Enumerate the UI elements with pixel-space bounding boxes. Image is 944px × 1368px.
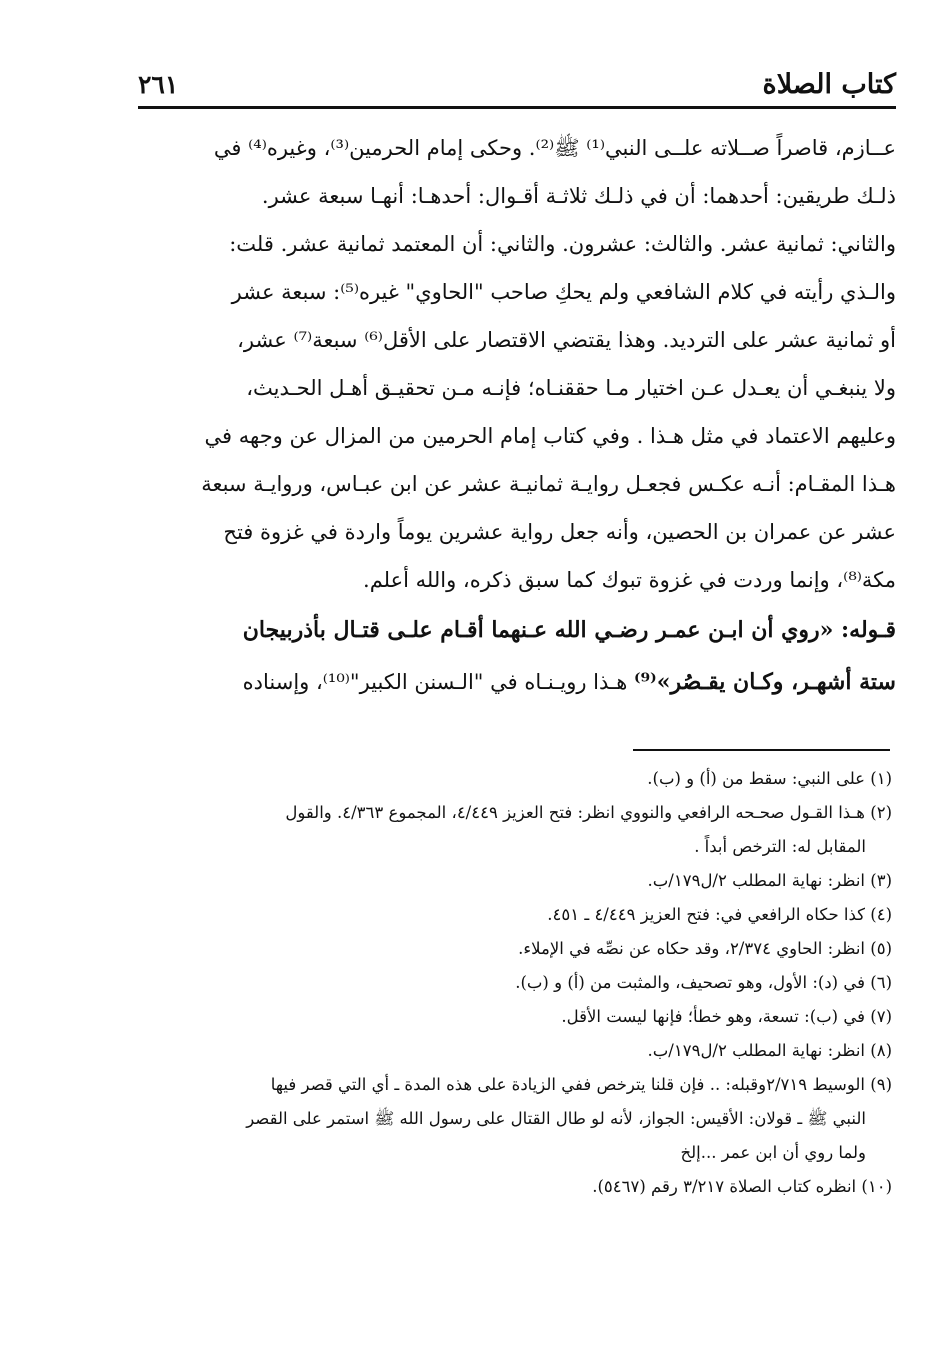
text-line-9: عشر عن عمران بن الحصين، وأنه جعل رواية عشرين يوماً واردة في غزوة فتح — [223, 520, 896, 544]
footnote-divider — [633, 749, 890, 751]
page-header — [138, 66, 896, 110]
text-line-8: هـذا المقـام: أنـه عكـس فجعـل روايـة ثمانيـة عشر عن ابن عبـاس، وروايـة سبعة — [201, 472, 896, 496]
text-line-2: ذلـك طريقين: أحدهما: أن في ذلـك ثلاثـة أقـوال: أحدهـا: أنهـا سبعة عشر. — [261, 184, 896, 208]
footnote-3: (٣) انظر: نهاية المطلب ٢/ل١٧٩/ب. — [647, 871, 892, 890]
main-text — [138, 124, 896, 708]
footnote-6: (٦) في (د): الأول، وهو تصحيف، والمثبت من (أ) و (ب). — [515, 973, 892, 992]
text-line-1: عــازم، قاصراً صــلاته علــى النبي⁽¹⁾ ﷺ⁽²⁾. وحكى إمام الحرمين⁽³⁾، وغيره⁽⁴⁾ في — [213, 136, 896, 160]
footnote-5: (٥) انظر: الحاوي ٢/٣٧٤، وقد حكاه عن نصِّه في الإملاء. — [518, 939, 892, 958]
footnote-9-continued-1: النبي ﷺ ـ قولان: الأقيس: الجواز، لأنه لو طال القتال على رسول الله ﷺ استمر على القصر — [246, 1109, 866, 1128]
text-line-7: وعليهم الاعتماد في مثل هـذا . وفي كتاب إمام الحرمين من المزال عن وجهه في — [204, 424, 896, 448]
quote-rest-part: هـذا رويـنـاه في "الـسنن الكبير"⁽¹⁰⁾، وإسناده — [242, 670, 634, 694]
chapter-title: كتاب الصلاة — [762, 69, 896, 100]
footnote-2: (٢) هـذا القـول صحـحه الرافعي والنووي انظر: فتح العزيز ٤/٤٤٩، المجموع ٤/٣٦٣. والقول — [285, 803, 892, 822]
text-line-4: والـذي رأيته في كلام الشافعي ولم يحكِ صاحب "الحاوي" غيره⁽⁵⁾: سبعة عشر — [231, 280, 896, 304]
footnote-4: (٤) كذا حكاه الرافعي في: فتح العزيز ٤/٤٤٩ ـ ٤٥١. — [547, 905, 892, 924]
header-divider — [138, 106, 896, 109]
text-line-10: مكة⁽⁸⁾، وإنما وردت في غزوة تبوك كما سبق ذكره، والله أعلم. — [363, 568, 896, 592]
quote-line-1: قـوله: «روي أن ابـن عمـر رضـي الله عـنهما أقـام علـى قتـال بأذربيجان — [242, 617, 896, 643]
quote-line-2 — [138, 656, 896, 708]
text-line-3: والثاني: ثمانية عشر. والثالث: عشرون. والثاني: أن المعتمد ثمانية عشر. قلت: — [229, 232, 896, 256]
page-number: ٢٦١ — [138, 70, 179, 99]
footnote-10: (١٠) انظره كتاب الصلاة ٣/٢١٧ رقم (٥٤٦٧). — [592, 1177, 892, 1196]
text-line-6: ولا ينبغـي أن يعـدل عـن اختيار مـا حققنـاه؛ فإنـه مـن تحقيـق أهـل الحـديث، — [246, 376, 896, 400]
footnote-8: (٨) انظر: نهاية المطلب ٢/ل١٧٩/ب. — [647, 1041, 892, 1060]
quote-bold-part: ستة أشهـر، وكـان يقـصُر»⁽⁹⁾ — [633, 669, 896, 695]
footnote-9-continued-2: ولما روي أن ابن عمر ...إلخ — [680, 1143, 866, 1162]
footnote-2-continued: المقابل له: الترخص أبداً . — [694, 837, 866, 856]
text-line-5: أو ثمانية عشر على الترديد. وهذا يقتضي الاقتصار على الأقل⁽⁶⁾ سبعة⁽⁷⁾ عشر، — [237, 328, 896, 352]
footnote-1: (١) على النبي: سقط من (أ) و (ب). — [647, 769, 892, 788]
footnotes — [134, 762, 892, 1204]
footnote-9: (٩) الوسيط ٢/٧١٩وقبله: .. فإن قلنا يترخص ففي الزيادة على هذه المدة ـ أي التي قصر فيها — [270, 1075, 892, 1094]
footnote-7: (٧) في (ب): تسعة، وهو خطأ؛ فإنها ليست الأقل. — [561, 1007, 892, 1026]
